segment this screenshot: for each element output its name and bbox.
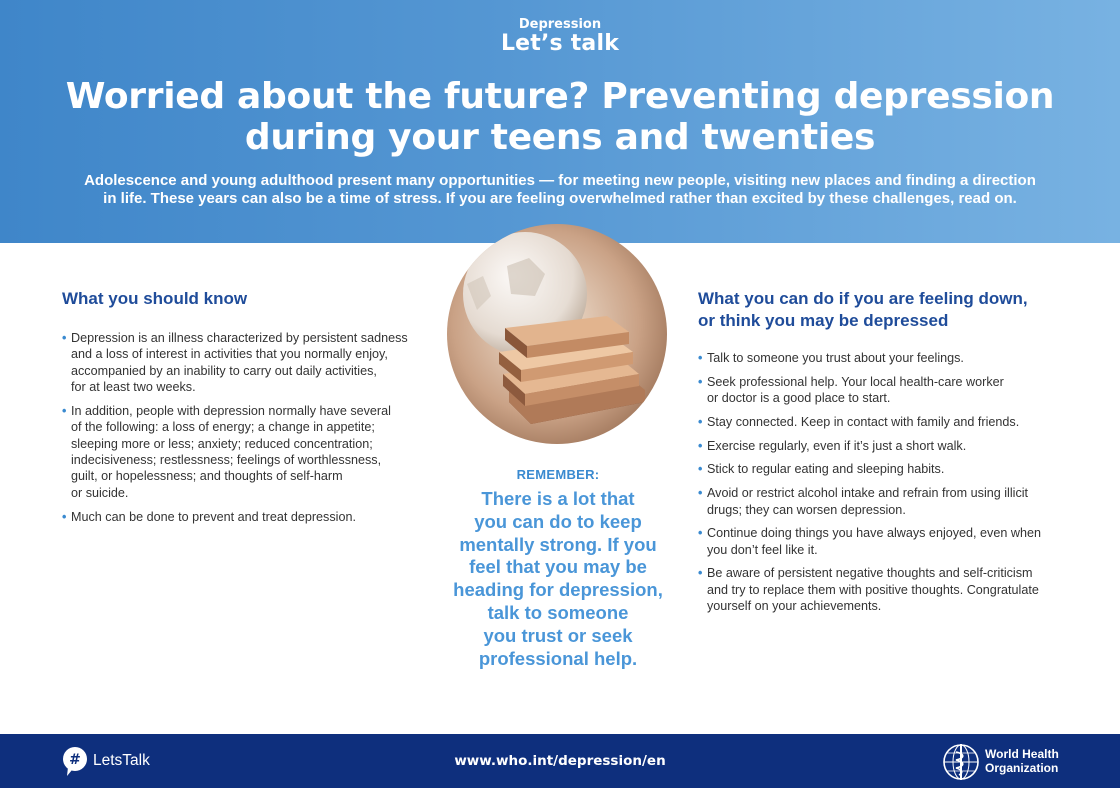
list-item bbox=[698, 485, 1078, 518]
item-line: and try to replace them with positive thoughts. Congratulate bbox=[707, 582, 1039, 597]
item-line: you don’t feel like it. bbox=[707, 542, 818, 557]
list-item bbox=[698, 565, 1078, 614]
item-line: drugs; they can worsen depression. bbox=[707, 502, 906, 517]
bullet-icon: • bbox=[698, 374, 703, 389]
bullet-icon: • bbox=[62, 404, 67, 419]
item-line: Be aware of persistent negative thoughts and self-criticism bbox=[707, 566, 1033, 581]
item-line: guilt, or hopelessness; and thoughts of self-harm bbox=[71, 469, 343, 484]
remember-line: you trust or seek bbox=[483, 624, 633, 646]
books-illustration bbox=[447, 224, 667, 444]
bullet-icon: • bbox=[62, 509, 67, 524]
intro-line: in life. These years can also be a time of stress. If you are feeling overwhelmed rather than excited by these challenges, read on. bbox=[103, 190, 1017, 207]
hashtag-label: LetsTalk bbox=[93, 752, 150, 769]
item-line: for at least two weeks. bbox=[71, 379, 196, 394]
footer-bar bbox=[0, 734, 1120, 788]
item-line: of the following: a loss of energy; a change in appetite; bbox=[71, 420, 375, 435]
heading-line: What you can do if you are feeling down, bbox=[698, 289, 1028, 308]
remember-line: mentally strong. If you bbox=[459, 533, 657, 555]
hashtag-symbol: # bbox=[69, 752, 81, 768]
page-title bbox=[40, 76, 1080, 158]
org-line: Organization bbox=[985, 761, 1059, 775]
title-line: during your teens and twenties bbox=[244, 117, 876, 158]
item-line: Stay connected. Keep in contact with family and friends. bbox=[707, 414, 1020, 429]
remember-label: REMEMBER: bbox=[516, 467, 600, 482]
bullet-icon: • bbox=[698, 351, 703, 365]
item-line: Much can be done to prevent and treat depression. bbox=[71, 509, 356, 524]
remember-line: There is a lot that bbox=[481, 488, 635, 509]
know-list bbox=[62, 330, 432, 525]
what-you-can-do-section bbox=[698, 288, 1078, 622]
remember-line: heading for depression, bbox=[453, 579, 663, 601]
item-line: or suicide. bbox=[71, 485, 129, 500]
section-heading: What you should know bbox=[62, 289, 248, 308]
item-line: Talk to someone you trust about your feelings. bbox=[707, 351, 964, 365]
list-item bbox=[698, 461, 1078, 477]
bullet-icon: • bbox=[698, 462, 703, 477]
bullet-icon: • bbox=[698, 414, 703, 429]
series-label: Depression bbox=[518, 17, 602, 32]
bullet-icon: • bbox=[698, 566, 703, 581]
books-and-ball-photo bbox=[447, 224, 667, 444]
item-line: Avoid or restrict alcohol intake and refrain from using illicit bbox=[707, 486, 1029, 501]
list-item bbox=[62, 403, 432, 501]
item-line: Depression is an illness characterized by persistent sadness bbox=[71, 331, 408, 345]
item-line: indecisiveness; restlessness; feelings of worthlessness, bbox=[71, 453, 382, 468]
item-line: sleeping more or less; anxiety; reduced concentration; bbox=[71, 436, 373, 451]
bullet-icon: • bbox=[62, 331, 67, 345]
item-line: yourself on your achievements. bbox=[707, 599, 882, 614]
actions-list bbox=[698, 350, 1078, 614]
org-line: World Health bbox=[985, 747, 1059, 761]
remember-line: you can do to keep bbox=[474, 510, 642, 532]
header-banner bbox=[0, 0, 1120, 243]
remember-line: professional help. bbox=[478, 647, 638, 669]
list-item bbox=[698, 525, 1078, 558]
item-line: and a loss of interest in activities that you normally enjoy, bbox=[71, 347, 388, 362]
list-item bbox=[62, 330, 432, 395]
item-line: Stick to regular eating and sleeping habits. bbox=[707, 462, 945, 477]
bullet-icon: • bbox=[698, 486, 703, 501]
who-emblem-icon bbox=[941, 742, 981, 782]
item-line: Seek professional help. Your local health-care worker bbox=[707, 374, 1004, 389]
website-link[interactable]: www.who.int/depression/en bbox=[454, 753, 666, 769]
remember-line: feel that you may be bbox=[469, 556, 647, 578]
what-you-should-know-section bbox=[62, 288, 432, 533]
organization-name bbox=[985, 747, 1059, 775]
heading-line: or think you may be depressed bbox=[698, 311, 949, 330]
list-item bbox=[698, 438, 1078, 454]
remember-line: talk to someone bbox=[487, 601, 629, 623]
item-line: Exercise regularly, even if it’s just a short walk. bbox=[707, 438, 967, 453]
intro-line: Adolescence and young adulthood present many opportunities — for meeting new people, visiting new places and finding a direction bbox=[84, 172, 1036, 189]
item-line: or doctor is a good place to start. bbox=[707, 391, 891, 406]
list-item bbox=[698, 414, 1078, 430]
bullet-icon: • bbox=[698, 526, 703, 541]
campaign-title: Let’s talk bbox=[500, 31, 620, 56]
list-item bbox=[698, 374, 1078, 407]
section-heading bbox=[698, 288, 1078, 332]
item-line: In addition, people with depression normally have several bbox=[71, 404, 391, 419]
remember-text bbox=[447, 488, 669, 670]
remember-callout bbox=[447, 467, 669, 670]
item-line: accompanied by an inability to carry out daily activities, bbox=[71, 363, 377, 378]
list-item bbox=[62, 509, 432, 525]
list-item bbox=[698, 350, 1078, 366]
intro-text bbox=[55, 172, 1065, 208]
bullet-icon: • bbox=[698, 438, 703, 453]
title-line: Worried about the future? Preventing depression bbox=[65, 76, 1055, 117]
item-line: Continue doing things you have always enjoyed, even when bbox=[707, 526, 1041, 541]
